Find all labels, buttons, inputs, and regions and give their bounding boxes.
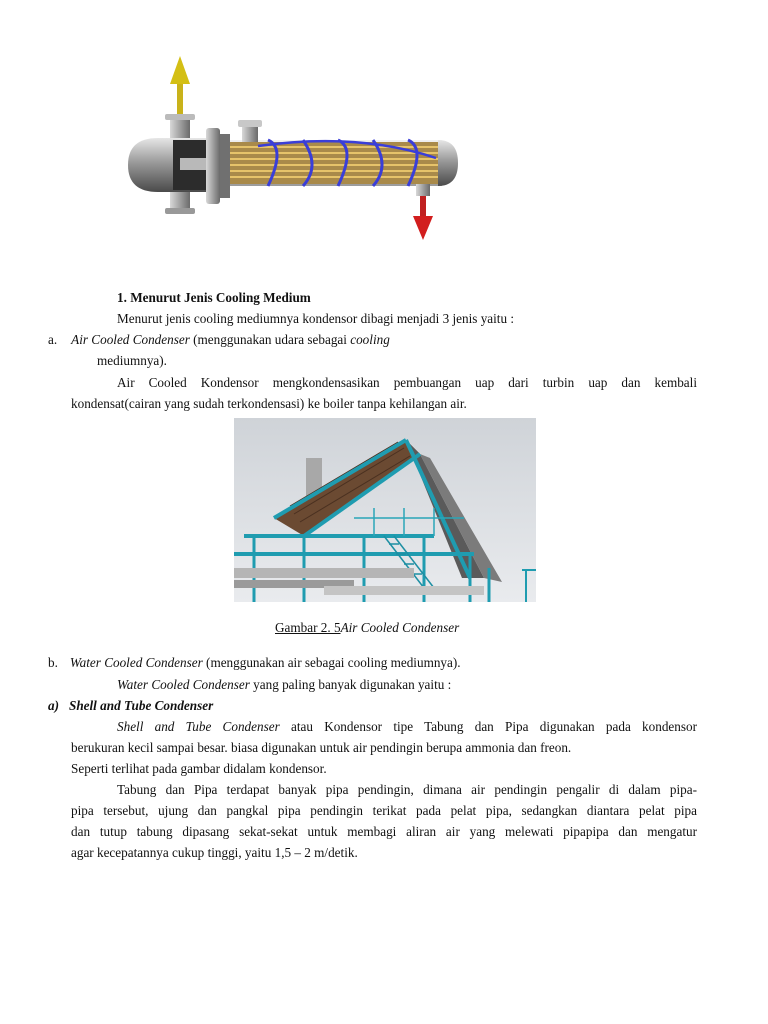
sub-title: Shell and Tube Condenser xyxy=(69,698,214,713)
list-item-b xyxy=(48,655,461,671)
paragraph-shell-line-3: Seperti terlihat pada gambar didalam kondensor. xyxy=(71,761,327,776)
paragraph-tube-line-2: pipa tersebut, ujung dan pangkal pipa pendingin terikat pada pelat pipa, sedangkan diantara pelat pipa xyxy=(71,803,697,818)
paragraph-tube-line-4: agar kecepatannya cukup tinggi, yaitu 1,5 – 2 m/detik. xyxy=(71,845,358,860)
paragraph-tube-line-3: dan tutup tabung dipasang sekat-sekat untuk membagi aliran air yang melewati pipapipa dan mengatur xyxy=(71,824,697,839)
paragraph-air-line-1: Air Cooled Kondensor mengkondensasikan pembuangan uap dari turbin uap dan kembali xyxy=(117,375,697,390)
water-text: yang paling banyak digunakan yaitu : xyxy=(249,677,452,692)
caption-title: Air Cooled Condenser xyxy=(340,620,460,635)
caption-prefix: Gambar 2. 5 xyxy=(275,620,341,635)
sub-marker: a) xyxy=(48,698,59,713)
water-term: Water Cooled Condenser xyxy=(117,677,250,692)
intro-text: Menurut jenis cooling mediumnya kondensor dibagi menjadi 3 jenis yaitu : xyxy=(117,311,515,326)
section-heading: 1. Menurut Jenis Cooling Medium xyxy=(117,290,311,305)
shell-tube-condenser-image xyxy=(118,48,470,263)
air-cooled-condenser-photo xyxy=(234,418,536,602)
list-marker: a. xyxy=(48,332,58,347)
paragraph-tube-line-1: Tabung dan Pipa terdapat banyak pipa pendingin, dimana air pendingin pengalir di dalam pipa- xyxy=(117,782,697,797)
shell-line1-rest: atau Kondensor tipe Tabung dan Pipa digunakan pada kondensor xyxy=(279,719,697,734)
figure-caption xyxy=(275,620,459,636)
paragraph-shell-line-2: berukuran kecil sampai besar. biasa digunakan untuk air pendingin berupa ammonia dan freon. xyxy=(71,740,572,755)
list-item-a xyxy=(48,332,390,348)
paragraph-shell-line-1 xyxy=(117,719,697,735)
list-marker: b. xyxy=(48,655,58,670)
list-text: (menggunakan air sebagai cooling mediumnya). xyxy=(202,655,461,670)
water-cooled-line xyxy=(117,677,451,693)
shell-term: Shell and Tube Condenser xyxy=(117,719,280,734)
sub-heading-a xyxy=(48,698,213,714)
list-term-2: cooling xyxy=(350,332,390,347)
list-text: (menggunakan udara sebagai xyxy=(189,332,351,347)
list-item-a-continued: mediumnya). xyxy=(97,353,167,368)
paragraph-air-line-2: kondensat(cairan yang sudah terkondensasi) ke boiler tanpa kehilangan air. xyxy=(71,396,467,411)
list-term: Water Cooled Condenser xyxy=(69,655,203,670)
list-term: Air Cooled Condenser xyxy=(71,332,190,347)
